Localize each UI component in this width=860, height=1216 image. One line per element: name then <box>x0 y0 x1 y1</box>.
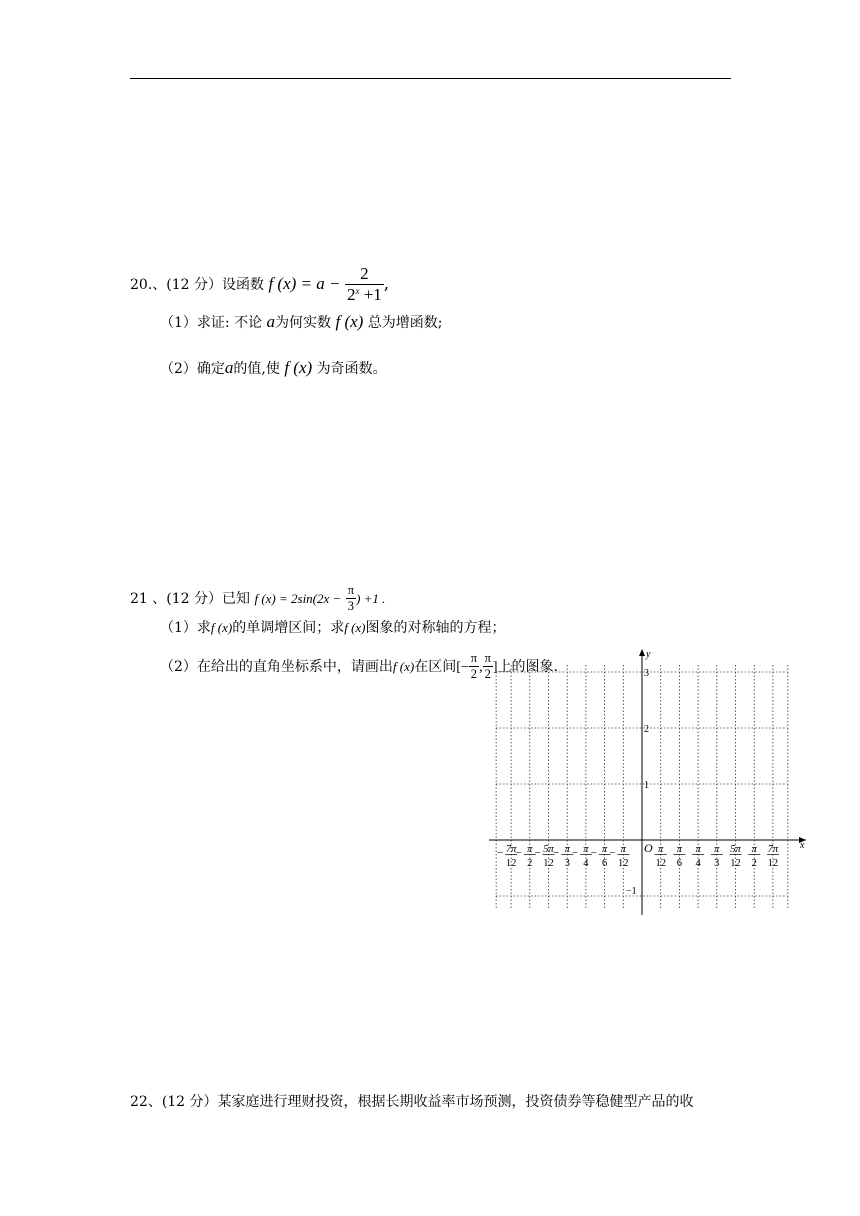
x-tick-denominator: 12 <box>730 858 741 869</box>
x-tick-label <box>673 844 685 869</box>
x-tick-label <box>591 844 611 869</box>
x-tick-denominator: 12 <box>767 858 779 869</box>
interval-right-fraction: $\frac{\pi}{2}$ <box>484 651 491 681</box>
x-tick-sign: − <box>609 847 616 859</box>
x-tick-numerator: π <box>527 844 533 855</box>
q22-statement: 22、(12 分）某家庭进行理财投资，根据长期收益率市场预测，投资债券等稳健型产品的收 <box>130 1094 694 1110</box>
x-tick-sign: − <box>590 847 597 859</box>
x-tick-denominator: 2 <box>527 858 533 869</box>
coordinate-grid <box>484 645 814 917</box>
interval-left-fraction: $\frac{\pi}{2}$ <box>470 651 478 681</box>
x-tick-numerator: 7π <box>505 844 517 855</box>
x-tick-label <box>730 844 742 869</box>
x-tick-numerator: 5π <box>730 844 741 855</box>
x-tick-label <box>553 844 573 869</box>
x-tick-label <box>748 844 760 869</box>
y-tick-label: 2 <box>644 724 649 735</box>
x-axis-label: x <box>800 840 805 851</box>
y-tick-label: 3 <box>644 668 649 679</box>
q21-statement: 21 、(12 分）已知 f (x) = 2sin(2x − $\frac{\pi}{3}$ ) +1 . <box>130 583 386 613</box>
x-tick-numerator: 5π <box>543 844 554 855</box>
x-tick-denominator: 12 <box>655 858 666 869</box>
q20-part2: （2）确定a的值,使 f (x) 为奇函数。 <box>160 358 387 377</box>
x-tick-label <box>497 844 517 869</box>
y-axis-label: y <box>646 649 651 660</box>
x-tick-label <box>516 844 536 869</box>
x-tick-denominator: 4 <box>695 858 701 869</box>
q21-part1: （1）求f (x)的单调增区间；求f (x)图象的对称轴的方程； <box>160 620 506 636</box>
header-rule <box>130 78 731 79</box>
q20-statement: 20.、(12 分）设函数 f (x) = a − $\frac{2}{2^x +1}$ , <box>130 264 390 304</box>
x-tick-label <box>609 844 629 869</box>
q21-part2: （2）在给出的直角坐标系中，请画出f (x)在区间[− $\frac{\pi}{2}$ , $\frac{\pi}{2}$ ]上的图象. <box>160 651 559 681</box>
x-tick-numerator: π <box>751 844 757 855</box>
x-tick-sign: − <box>571 847 579 859</box>
x-tick-numerator: π <box>564 844 570 855</box>
q20-part1: （1）求证: 不论 a为何实数 f (x) 总为增函数; <box>160 312 443 331</box>
x-tick-sign: − <box>515 847 523 859</box>
x-tick-numerator: π <box>658 844 664 855</box>
x-tick-label <box>572 844 592 869</box>
x-tick-numerator: π <box>620 844 626 855</box>
x-tick-numerator: π <box>714 844 720 855</box>
x-tick-denominator: 12 <box>618 858 629 869</box>
x-tick-label <box>655 844 667 869</box>
x-tick-label <box>767 844 779 869</box>
q21-fraction: $\frac{\pi}{3}$ <box>347 583 355 613</box>
x-tick-denominator: 6 <box>601 858 608 869</box>
x-tick-numerator: π <box>583 844 589 855</box>
x-tick-label <box>711 844 723 869</box>
y-tick-label: 1 <box>644 780 649 791</box>
axis-labels <box>497 649 805 897</box>
x-tick-denominator: 12 <box>505 858 517 869</box>
x-tick-numerator: π <box>676 844 683 855</box>
x-tick-sign: − <box>497 847 504 859</box>
x-tick-numerator: 7π <box>767 844 779 855</box>
x-tick-denominator: 4 <box>583 858 589 869</box>
x-tick-label <box>692 844 704 869</box>
x-tick-denominator: 12 <box>543 858 554 869</box>
x-tick-denominator: 3 <box>564 858 570 869</box>
x-tick-denominator: 2 <box>751 858 757 869</box>
origin-label: O <box>644 841 653 855</box>
y-tick-label: −1 <box>626 886 637 897</box>
x-tick-label <box>535 844 555 869</box>
x-tick-numerator: π <box>695 844 701 855</box>
x-tick-denominator: 3 <box>714 858 720 869</box>
x-tick-numerator: π <box>601 844 608 855</box>
x-tick-sign: − <box>534 847 541 859</box>
x-tick-denominator: 6 <box>676 858 683 869</box>
y-axis-arrow <box>639 649 645 656</box>
x-tick-sign: − <box>553 847 560 859</box>
q20-fraction: $\frac{2}{2^x +1}$ <box>346 264 382 304</box>
